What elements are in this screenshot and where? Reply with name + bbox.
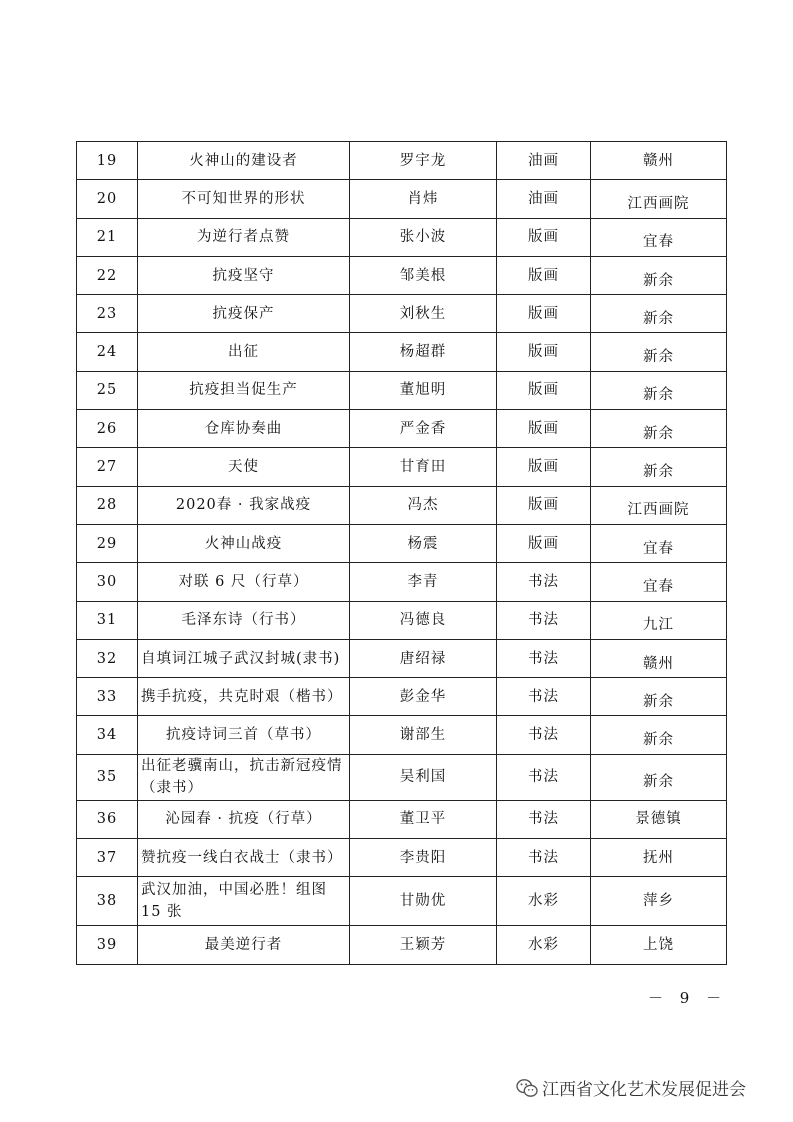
table-row: [77, 601, 727, 639]
row-number-text: 27: [96, 459, 118, 476]
row-number-text: 30: [96, 573, 118, 590]
artwork-category-text: 版画: [528, 267, 559, 284]
artwork-category-text: 版画: [528, 497, 559, 514]
artist-region-text: 江西画院: [627, 502, 690, 519]
artist-name-text: 严金香: [399, 420, 447, 437]
table-row: [77, 142, 727, 180]
row-number-text: 19: [96, 152, 118, 169]
row-number-text: 39: [96, 936, 118, 953]
artwork-title: [138, 295, 350, 333]
artwork-title-text: 武汉加油，中国必胜！组图 15 张: [141, 882, 327, 921]
artist-name: [350, 601, 497, 639]
artwork-title-text: 2020春 · 我家战疫: [175, 497, 312, 514]
row-number: [77, 448, 138, 486]
footer-source: [516, 1075, 746, 1100]
artist-name: [350, 639, 497, 677]
row-number-text: 26: [96, 420, 118, 437]
artwork-title: [138, 678, 350, 716]
artist-name: [350, 180, 497, 218]
artwork-title: [138, 256, 350, 294]
artworks-table: [76, 141, 727, 965]
artist-region: [591, 256, 727, 294]
row-number: [77, 639, 138, 677]
artist-name-text: 邹美根: [399, 267, 447, 284]
artist-region-text: 新余: [643, 387, 674, 404]
wechat-icon: [516, 1078, 538, 1098]
artist-region-text: 新余: [643, 349, 674, 366]
artist-name: [350, 295, 497, 333]
artist-region: [591, 448, 727, 486]
artist-region: [591, 601, 727, 639]
table-row: [77, 524, 727, 562]
artwork-title: [138, 716, 350, 754]
artwork-title-text: 赞抗疫一线白衣战士（隶书）: [141, 849, 343, 866]
artist-region-text: 萍乡: [643, 893, 674, 910]
artist-region-text: 赣州: [643, 152, 674, 169]
artist-name-text: 杨超群: [399, 344, 447, 361]
artwork-title: [138, 448, 350, 486]
artwork-title-text: 火神山的建设者: [189, 152, 298, 169]
row-number: [77, 256, 138, 294]
artwork-category-text: 书法: [528, 811, 559, 828]
artist-region-text: 宜春: [643, 540, 674, 557]
artwork-category: [497, 800, 591, 838]
artwork-category-text: 书法: [528, 612, 559, 629]
table-row: [77, 333, 727, 371]
artist-name: [350, 256, 497, 294]
row-number-text: 21: [96, 229, 118, 246]
artwork-title-text: 出征老骥南山，抗击新冠疫情（隶书）: [141, 758, 343, 797]
artwork-title-text: 自填词江城子武汉封城(隶书): [141, 650, 341, 667]
artwork-title-text: 沁园春 · 抗疫（行草）: [165, 811, 322, 828]
artwork-title: [138, 839, 350, 877]
row-number: [77, 601, 138, 639]
table-row: [77, 295, 727, 333]
artist-name-text: 刘秋生: [399, 305, 447, 322]
artwork-category: [497, 448, 591, 486]
artist-region-text: 抚州: [643, 849, 674, 866]
artist-name-text: 甘勋优: [399, 893, 447, 910]
artist-region-text: 宜春: [643, 234, 674, 251]
artwork-category: [497, 839, 591, 877]
artwork-title: [138, 926, 350, 964]
artwork-category-text: 书法: [528, 769, 559, 786]
table-row: [77, 371, 727, 409]
row-number: [77, 839, 138, 877]
artwork-title: [138, 218, 350, 256]
artwork-category: [497, 926, 591, 964]
artist-name-text: 吴利国: [399, 769, 447, 786]
artworks-table-wrap: [76, 141, 726, 965]
artwork-category-text: 油画: [528, 190, 559, 207]
artwork-title: [138, 180, 350, 218]
artist-name-text: 冯德良: [399, 612, 447, 629]
artist-region: [591, 142, 727, 180]
artist-name-text: 彭金华: [399, 688, 447, 705]
row-number-text: 25: [96, 382, 118, 399]
artist-name: [350, 524, 497, 562]
artist-name: [350, 371, 497, 409]
artist-region: [591, 180, 727, 218]
artwork-category: [497, 601, 591, 639]
artwork-category: [497, 877, 591, 926]
row-number-text: 35: [96, 769, 118, 786]
artwork-category: [497, 486, 591, 524]
artwork-title: [138, 601, 350, 639]
artwork-category-text: 版画: [528, 229, 559, 246]
artwork-category: [497, 371, 591, 409]
row-number: [77, 218, 138, 256]
artist-region: [591, 639, 727, 677]
artist-region: [591, 678, 727, 716]
artist-region: [591, 218, 727, 256]
artist-region-text: 新余: [643, 425, 674, 442]
artist-name: [350, 448, 497, 486]
artwork-category-text: 版画: [528, 459, 559, 476]
artwork-title: [138, 524, 350, 562]
row-number: [77, 524, 138, 562]
artist-name-text: 甘育田: [399, 459, 447, 476]
artwork-category-text: 书法: [528, 849, 559, 866]
artist-name: [350, 877, 497, 926]
artist-name: [350, 926, 497, 964]
artwork-category-text: 版画: [528, 382, 559, 399]
artist-region-text: 景德镇: [635, 811, 682, 828]
artist-region-text: 新余: [643, 464, 674, 481]
row-number-text: 28: [96, 497, 118, 514]
row-number-text: 31: [96, 612, 118, 629]
table-row: [77, 800, 727, 838]
row-number: [77, 371, 138, 409]
artist-region: [591, 839, 727, 877]
artwork-category: [497, 754, 591, 800]
artwork-category: [497, 218, 591, 256]
artist-name-text: 唐绍禄: [399, 650, 447, 667]
artist-name: [350, 563, 497, 601]
row-number: [77, 486, 138, 524]
artwork-category-text: 书法: [528, 727, 559, 744]
row-number: [77, 142, 138, 180]
artist-region-text: 新余: [643, 693, 674, 710]
row-number: [77, 333, 138, 371]
row-number-text: 36: [96, 811, 118, 828]
artwork-category-text: 版画: [528, 305, 559, 322]
row-number: [77, 800, 138, 838]
artwork-category-text: 油画: [528, 152, 559, 169]
row-number-text: 32: [96, 650, 118, 667]
artist-region-text: 新余: [643, 774, 674, 791]
artist-region-text: 新余: [643, 272, 674, 289]
artwork-title-text: 为逆行者点赞: [197, 229, 290, 246]
artist-name-text: 冯杰: [407, 497, 439, 514]
artist-name: [350, 800, 497, 838]
artwork-title: [138, 563, 350, 601]
artist-name-text: 李贵阳: [399, 849, 447, 866]
artwork-title-text: 对联 6 尺（行草）: [178, 573, 309, 590]
artwork-title-text: 最美逆行者: [204, 936, 283, 953]
artist-name: [350, 333, 497, 371]
artist-region: [591, 926, 727, 964]
table-row: [77, 563, 727, 601]
table-row: [77, 926, 727, 964]
artwork-category: [497, 524, 591, 562]
row-number: [77, 678, 138, 716]
artwork-title: [138, 877, 350, 926]
row-number: [77, 295, 138, 333]
artist-name-text: 谢部生: [399, 727, 447, 744]
artist-region: [591, 754, 727, 800]
table-row: [77, 218, 727, 256]
artist-region-text: 赣州: [643, 655, 674, 672]
artwork-title: [138, 754, 350, 800]
artwork-title: [138, 142, 350, 180]
artist-name-text: 肖炜: [407, 190, 439, 207]
artwork-category: [497, 142, 591, 180]
artist-region: [591, 371, 727, 409]
artist-name-text: 王颖芳: [399, 936, 447, 953]
artist-region-text: 九江: [643, 617, 674, 634]
artworks-table-body: [77, 142, 727, 965]
table-row: [77, 486, 727, 524]
artwork-title: [138, 333, 350, 371]
artwork-category: [497, 639, 591, 677]
artist-name-text: 李青: [407, 573, 439, 590]
artwork-title-text: 毛泽东诗（行书）: [181, 612, 306, 629]
table-row: [77, 180, 727, 218]
row-number-text: 33: [96, 688, 118, 705]
table-row: [77, 754, 727, 800]
row-number: [77, 926, 138, 964]
artist-region: [591, 486, 727, 524]
artist-region: [591, 800, 727, 838]
artwork-title-text: 不可知世界的形状: [181, 190, 306, 207]
artwork-category: [497, 295, 591, 333]
artwork-title-text: 天使: [228, 459, 259, 476]
artist-name: [350, 410, 497, 448]
artist-name-text: 张小波: [399, 229, 447, 246]
artwork-category-text: 书法: [528, 573, 559, 590]
row-number-text: 22: [96, 267, 118, 284]
artwork-title-text: 抗疫诗词三首（草书）: [166, 727, 321, 744]
artwork-category: [497, 256, 591, 294]
row-number-text: 34: [96, 727, 118, 744]
artwork-category-text: 版画: [528, 535, 559, 552]
artwork-title-text: 抗疫担当促生产: [189, 382, 298, 399]
page-number: － 9 －: [648, 989, 728, 1007]
artwork-category: [497, 678, 591, 716]
table-row: [77, 839, 727, 877]
artwork-category: [497, 563, 591, 601]
artwork-title-text: 抗疫坚守: [212, 267, 275, 284]
artist-name: [350, 142, 497, 180]
artwork-category-text: 版画: [528, 344, 559, 361]
artist-region: [591, 295, 727, 333]
artwork-category-text: 水彩: [528, 936, 559, 953]
table-row: [77, 877, 727, 926]
artist-region-text: 新余: [643, 310, 674, 327]
artist-region: [591, 410, 727, 448]
artwork-category: [497, 333, 591, 371]
artist-region: [591, 524, 727, 562]
row-number-text: 38: [96, 893, 118, 910]
artwork-title-text: 出征: [228, 344, 259, 361]
artwork-category-text: 书法: [528, 688, 559, 705]
artist-region: [591, 877, 727, 926]
artist-name-text: 罗宇龙: [399, 152, 447, 169]
artwork-category-text: 水彩: [528, 893, 559, 910]
artist-name: [350, 218, 497, 256]
artwork-title-text: 携手抗疫，共克时艰（楷书）: [141, 688, 343, 705]
artist-name-text: 董卫平: [399, 811, 447, 828]
artist-region-text: 宜春: [643, 578, 674, 595]
artwork-category: [497, 180, 591, 218]
artist-name: [350, 678, 497, 716]
artwork-title: [138, 800, 350, 838]
table-row: [77, 256, 727, 294]
table-row: [77, 410, 727, 448]
row-number-text: 29: [96, 535, 118, 552]
row-number: [77, 877, 138, 926]
row-number: [77, 180, 138, 218]
row-number-text: 24: [96, 344, 118, 361]
artist-region-text: 上饶: [643, 936, 674, 953]
row-number-text: 23: [96, 305, 118, 322]
artist-name: [350, 839, 497, 877]
artwork-title: [138, 486, 350, 524]
table-row: [77, 716, 727, 754]
artist-name-text: 董旭明: [399, 382, 447, 399]
row-number-text: 20: [96, 190, 118, 207]
table-row: [77, 678, 727, 716]
artwork-category-text: 版画: [528, 420, 559, 437]
footer-source-text: 江西省文化艺术发展促进会: [542, 1080, 746, 1100]
artist-name: [350, 754, 497, 800]
artist-name-text: 杨震: [407, 535, 439, 552]
artwork-category-text: 书法: [528, 650, 559, 667]
row-number-text: 37: [96, 849, 118, 866]
artist-region: [591, 333, 727, 371]
artwork-title: [138, 410, 350, 448]
table-row: [77, 448, 727, 486]
artist-region: [591, 563, 727, 601]
artist-region-text: 江西画院: [627, 195, 690, 212]
artwork-category: [497, 716, 591, 754]
artist-name: [350, 716, 497, 754]
artist-region: [591, 716, 727, 754]
row-number: [77, 410, 138, 448]
artwork-title-text: 火神山战疫: [204, 535, 283, 552]
row-number: [77, 754, 138, 800]
artwork-title: [138, 639, 350, 677]
artwork-title-text: 仓库协奏曲: [204, 420, 283, 437]
artist-region-text: 新余: [643, 732, 674, 749]
row-number: [77, 716, 138, 754]
artwork-category: [497, 410, 591, 448]
artwork-title: [138, 371, 350, 409]
table-row: [77, 639, 727, 677]
artwork-title-text: 抗疫保产: [212, 305, 275, 322]
artist-name: [350, 486, 497, 524]
row-number: [77, 563, 138, 601]
